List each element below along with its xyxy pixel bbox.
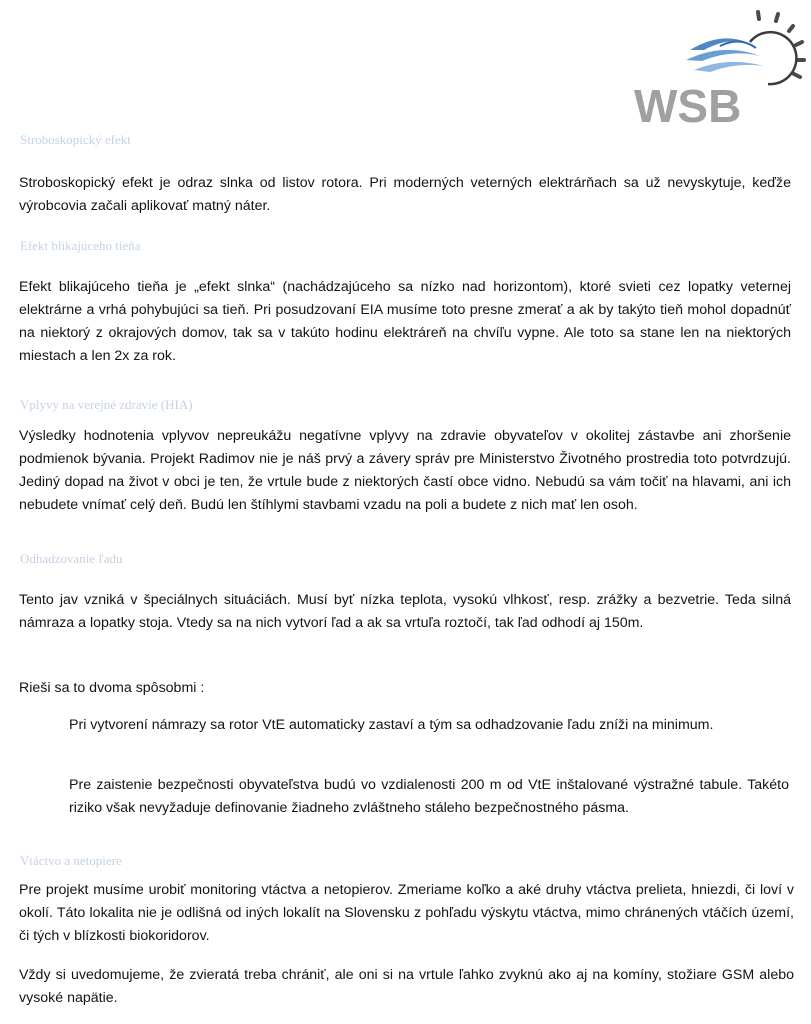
paragraph-ice-intro: Tento jav vzniká v špeciálnych situáciách. Musí byť nízka teplota, vysokú vlhkosť, resp. zrážky a bezvetrie. Teda silná námraza a lopatky stoja. Vtedy sa na nich vytvorí ľad a ak sa vrtuľa roztočí, tak ľad odhodí aj 150m. — [19, 592, 791, 631]
svg-text:WSB: WSB — [634, 80, 742, 130]
wsb-logo — [628, 2, 808, 130]
paragraph-flicker: Efekt blikajúceho tieňa je „efekt slnka“ (nachádzajúceho sa nízko nad horizontom), ktoré svieti cez lopatky veternej elektrárne a vrhá pohybujúci sa tieň. Pri posudzovaní EIA musíme toto presne zmerať a ak by takýto tieň mohol dopadnúť na niektorý z okrajových domov, tak sa v takúto hodinu elektráreň na chvíľu vypne. Ale toto sa stane len na niektorých miestach a len 2x za rok. — [19, 279, 791, 364]
paragraph-health: Výsledky hodnotenia vplyvov nepreukážu negatívne vplyvy na zdravie obyvateľov v okolitej zástavbe ani zhoršenie podmienok bývania. Projekt Radimov nie je náš prvý a závery správ pre Ministerstvo Životného prostredia toto potvrdzujú. Jediný dopad na život v obci je ten, že vrtule bude z niektorých častí obce vidno. Nebudú sa vám točiť na hlavami, ani ich nebudete vnímať celý deň. Budú len štíhlymi stavbami vzadu na poli a budete z nich mať len osoh. — [19, 428, 791, 513]
paragraph-ice-solutions: Rieši sa to dvoma spôsobmi : — [19, 680, 205, 696]
paragraph-birds-2: Vždy si uvedomujeme, že zvieratá treba chrániť, ale oni si na vrtule ľahko zvyknú ako aj na komíny, stožiare GSM alebo vysoké napätie. — [19, 967, 794, 1006]
sun-wind-logo-icon — [628, 2, 808, 130]
section-heading-birds: Vtáctvo a netopiere — [20, 853, 122, 868]
section-heading-ice: Odhadzovanie ľadu — [20, 551, 123, 566]
section-heading-health: Vplyvy na verejné zdravie (HIA) — [20, 397, 193, 412]
paragraph-ice-solution-1: Pri vytvorení námrazy sa rotor VtE automaticky zastaví a tým sa odhadzovanie ľadu zníži na minimum. — [69, 717, 714, 733]
paragraph-stroboscopic: Stroboskopický efekt je odraz slnka od listov rotora. Pri moderných veterných elektrárňach sa už nevyskytuje, keďže výrobcovia začali aplikovať matný náter. — [19, 175, 791, 214]
paragraph-ice-solution-2: Pre zaistenie bezpečnosti obyvateľstva budú vo vzdialenosti 200 m od VtE inštalované výstražné tabule. Takéto riziko však nevyžaduje definovanie žiadneho zvláštneho stáleho bezpečnostného pásma. — [69, 777, 789, 816]
section-heading-stroboscopic: Stroboskopický efekt — [20, 132, 131, 147]
paragraph-birds-1: Pre projekt musíme urobiť monitoring vtáctva a netopierov. Zmeriame koľko a aké druhy vtáctva prelieta, hniezdi, či loví v okolí. Táto lokalita nie je odlišná od iných lokalít na Slovensku z pohľadu výskytu vtáctva, mimo chránených vtáčích území, či tých v blízkosti biokoridorov. — [19, 882, 794, 944]
section-heading-flicker: Efekt blikajúceho tieňa — [20, 238, 141, 253]
